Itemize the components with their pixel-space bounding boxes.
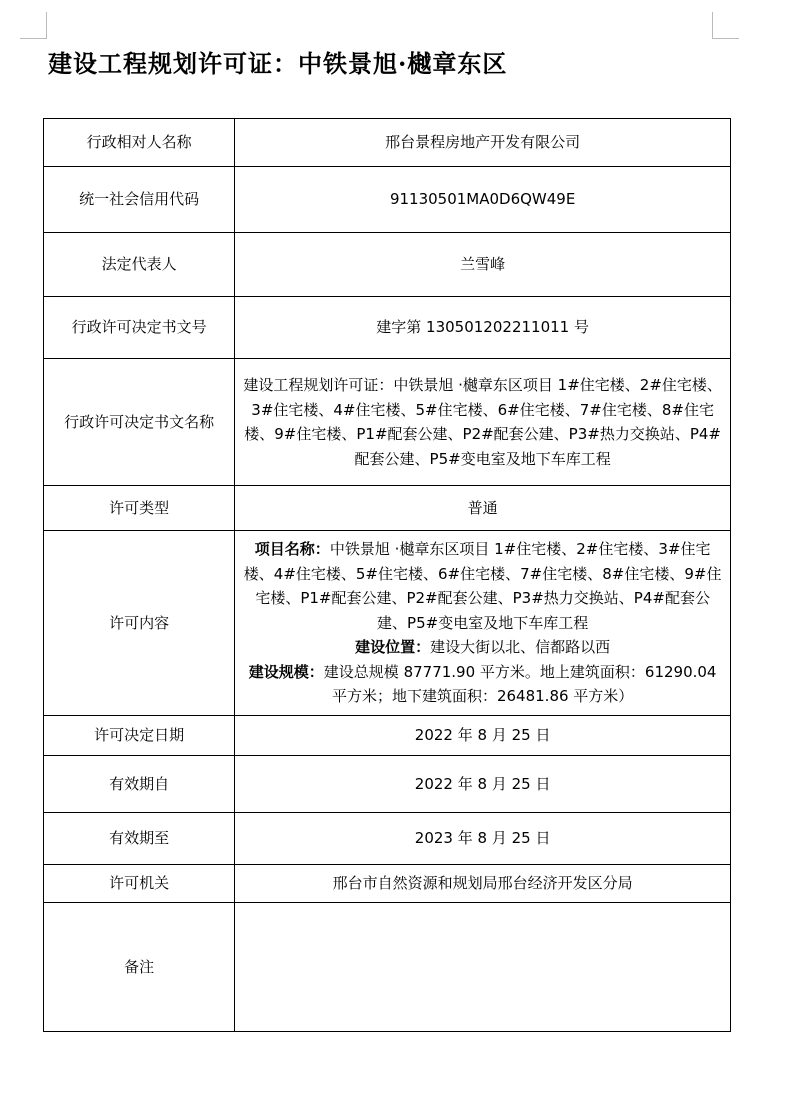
party-value: 邢台景程房地产开发有限公司: [235, 119, 731, 167]
legal-rep-value: 兰雪峰: [235, 233, 731, 297]
decision-no-label: 行政许可决定书文号: [44, 297, 235, 359]
content-project: [243, 537, 722, 635]
project-name-label: 项目名称：: [254, 540, 330, 559]
scale-label: 建设规模：: [248, 662, 324, 681]
table-row: [44, 233, 731, 297]
table-row: [44, 813, 731, 865]
valid-to-label: 有效期至: [44, 813, 235, 865]
authority-value: 邢台市自然资源和规划局邢台经济开发区分局: [235, 865, 731, 903]
table-row: [44, 167, 731, 233]
decision-name-value: 建设工程规划许可证：中铁景旭 ·樾章东区项目 1#住宅楼、2#住宅楼、3#住宅楼、4#住宅楼、5#住宅楼、6#住宅楼、7#住宅楼、8#住宅楼、9#住宅楼、P1#配套公建、P2#配套公建、P3#热力交换站、P4#配套公建、P5#变电室及地下车库工程: [235, 359, 731, 486]
content-label: 许可内容: [44, 531, 235, 716]
valid-to-value: 2023 年 8 月 25 日: [235, 813, 731, 865]
content-location: [243, 635, 722, 660]
remarks-label: 备注: [44, 903, 235, 1032]
table-row: [44, 716, 731, 756]
authority-label: 许可机关: [44, 865, 235, 903]
remarks-value: [235, 903, 731, 1032]
permit-type-label: 许可类型: [44, 486, 235, 531]
table-row: [44, 359, 731, 486]
decision-no-value: 建字第 130501202211011 号: [235, 297, 731, 359]
content-scale: [243, 660, 722, 709]
table-row: [44, 119, 731, 167]
credit-code-label: 统一社会信用代码: [44, 167, 235, 233]
table-row: [44, 865, 731, 903]
permit-info-table: [43, 118, 731, 1032]
permit-type-value: 普通: [235, 486, 731, 531]
page-corner-mark-right: [712, 12, 739, 39]
location-value: 建设大街以北、信都路以西: [430, 638, 611, 657]
decision-name-label: 行政许可决定书文名称: [44, 359, 235, 486]
scale-value: 建设总规模 87771.90 平方米。地上建筑面积：61290.04 平方米；地下建筑面积：26481.86 平方米）: [323, 662, 717, 706]
table-row: [44, 903, 731, 1032]
table-row: [44, 531, 731, 716]
table-row: [44, 486, 731, 531]
valid-from-label: 有效期自: [44, 756, 235, 813]
location-label: 建设位置：: [355, 638, 431, 657]
table-row: [44, 756, 731, 813]
project-name-value: 中铁景旭 ·樾章东区项目 1#住宅楼、2#住宅楼、3#住宅楼、4#住宅楼、5#住宅楼、6#住宅楼、7#住宅楼、8#住宅楼、9#住宅楼、P1#配套公建、P2#配套公建、P3#热力交换站、P4#配套公建、P5#变电室及地下车库工程: [243, 540, 722, 632]
party-label: 行政相对人名称: [44, 119, 235, 167]
credit-code-value: 91130501MA0D6QW49E: [235, 167, 731, 233]
decision-date-label: 许可决定日期: [44, 716, 235, 756]
page-corner-mark-left: [20, 12, 47, 39]
legal-rep-label: 法定代表人: [44, 233, 235, 297]
content-value: [235, 531, 731, 716]
document-title: 建设工程规划许可证：中铁景旭·樾章东区: [48, 49, 508, 78]
decision-date-value: 2022 年 8 月 25 日: [235, 716, 731, 756]
valid-from-value: 2022 年 8 月 25 日: [235, 756, 731, 813]
table-row: [44, 297, 731, 359]
